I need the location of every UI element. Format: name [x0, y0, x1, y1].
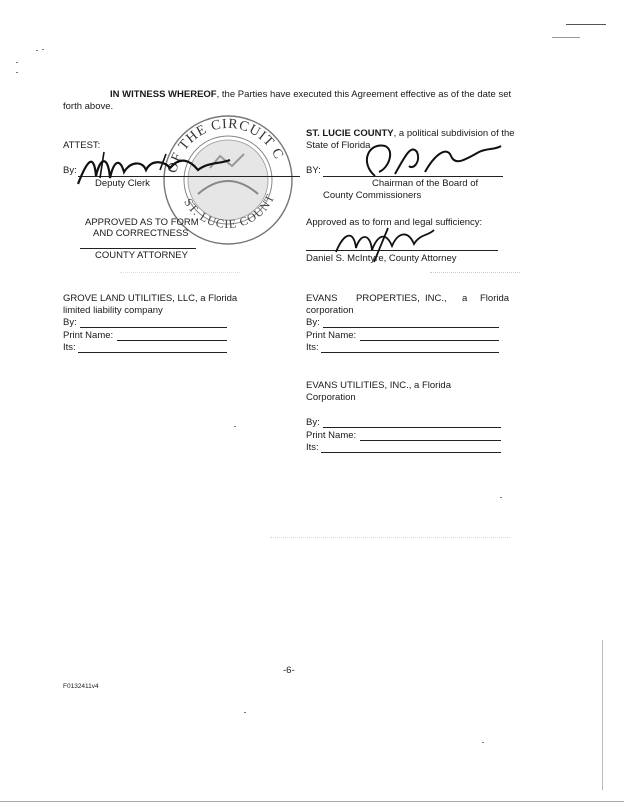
evans-properties-print-name-line [360, 340, 499, 341]
evans-properties-word4: a [462, 293, 468, 304]
scan-mark [552, 37, 580, 38]
attest-label: ATTEST: [63, 140, 101, 151]
county-description: , a political subdivision of the [393, 128, 515, 139]
scan-noise [430, 272, 520, 273]
scan-speck [482, 742, 484, 743]
grove-print-name-line [117, 340, 227, 341]
evans-properties-word3: INC., [425, 293, 447, 304]
grove-land-name: GROVE LAND UTILITIES, LLC, a Florida [63, 293, 238, 304]
county-name: ST. LUCIE COUNTY [306, 128, 394, 139]
evans-utilities-print-name-line [360, 440, 501, 441]
evans-utilities-by-label: By: [306, 417, 320, 428]
county-commissioners-label: County Commissioners [323, 190, 422, 201]
scan-noise [120, 272, 240, 273]
scan-speck [234, 426, 236, 427]
evans-utilities-entity-type: Corporation [306, 392, 356, 403]
grove-land-entity-type: limited liability company [63, 305, 163, 316]
evans-properties-print-name-label: Print Name: [306, 330, 357, 341]
attorney-name: Daniel S. McIntyre, County Attorney [306, 253, 457, 264]
evans-properties-word1: EVANS [306, 293, 338, 304]
witness-paragraph-line1 [110, 89, 511, 100]
scan-noise [270, 537, 510, 538]
evans-utilities-its-label: Its: [306, 442, 319, 453]
grove-print-name-label: Print Name: [63, 330, 114, 341]
evans-properties-by-line [323, 327, 499, 328]
scan-bottom-edge [0, 801, 624, 802]
grove-its-label: Its: [63, 342, 76, 353]
evans-properties-entity-type: corporation [306, 305, 354, 316]
county-attorney-label: COUNTY ATTORNEY [95, 250, 188, 261]
deputy-by-label: By: [63, 165, 77, 176]
evans-properties-its-line [321, 352, 499, 353]
evans-properties-word5: Florida [480, 293, 510, 304]
evans-properties-its-label: Its: [306, 342, 319, 353]
page-number: -6- [283, 665, 295, 676]
chairman-label: Chairman of the Board of [372, 178, 479, 189]
evans-properties-word2: PROPERTIES, [356, 293, 420, 304]
scan-speck [16, 62, 18, 63]
evans-utilities-by-line [323, 427, 501, 428]
witness-text: , the Parties have executed this Agreement effective as of the date set [216, 89, 512, 100]
seal-top-text: OF THE CIRCUIT C [165, 116, 287, 175]
scan-speck [16, 72, 18, 73]
evans-utilities-its-line [321, 452, 501, 453]
scan-edge [602, 640, 603, 790]
deputy-clerk-label: Deputy Clerk [95, 178, 150, 189]
scan-speck [500, 497, 502, 498]
evans-utilities-name: EVANS UTILITIES, INC., a Florida [306, 380, 452, 391]
scan-mark [566, 24, 606, 25]
scan-speck [244, 712, 246, 713]
state-of-florida: State of Florida [306, 140, 371, 151]
evans-utilities-print-name-label: Print Name: [306, 430, 357, 441]
grove-by-line [80, 327, 227, 328]
document-id: F0132411v4 [63, 683, 99, 690]
chairman-by-label: BY: [306, 165, 321, 176]
correctness-label: AND CORRECTNESS [93, 228, 189, 239]
grove-its-line [78, 352, 227, 353]
evans-properties-by-label: By: [306, 317, 320, 328]
approved-form-label: APPROVED AS TO FORM [85, 217, 199, 228]
approved-legal-label: Approved as to form and legal sufficiency: [306, 217, 483, 228]
witness-paragraph-line2: forth above. [63, 101, 114, 112]
seal-bottom-text: ST. LUCIE COUNT [181, 191, 278, 232]
county-attorney-signature-line [80, 248, 196, 249]
witness-heading: IN WITNESS WHEREOF [110, 89, 217, 100]
grove-by-label: By: [63, 317, 77, 328]
scan-speck [42, 49, 44, 50]
scan-speck [36, 50, 38, 51]
